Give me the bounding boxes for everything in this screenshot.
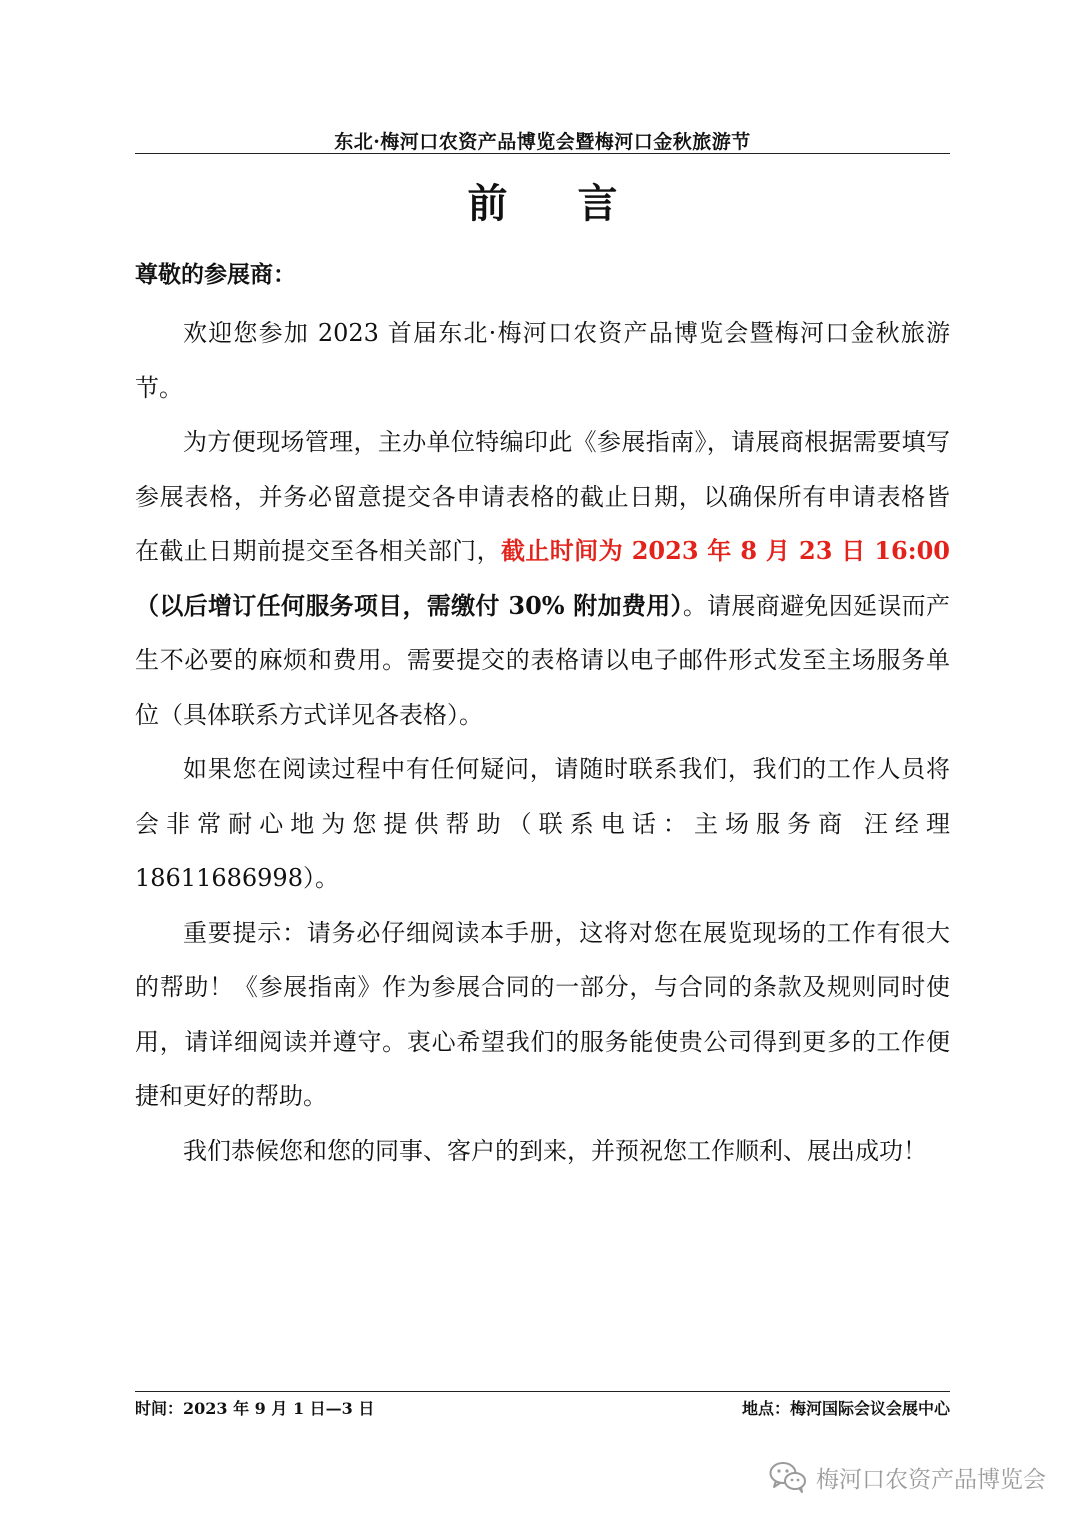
header-title: 东北·梅河口农资产品博览会暨梅河口金秋旅游节 <box>334 131 751 153</box>
paragraph-important: 重要提示：请务必仔细阅读本手册，这将对您在展览现场的工作有很大的帮助！《参展指南》作为参展合同的一部分，与合同的条款及规则同时使用，请详细阅读并遵守。衷心希望我们的服务能使贵公司得到更多的工作便捷和更好的帮助。 <box>135 918 950 1110</box>
watermark <box>768 1460 1046 1494</box>
paragraph-instructions <box>135 415 950 742</box>
paragraph-contact: 如果您在阅读过程中有任何疑问，请随时联系我们，我们的工作人员将会非常耐心地为您提供帮助（联系电话：主场服务商 汪经理 18611686998）。 <box>135 755 950 892</box>
document-body <box>135 306 950 1178</box>
wechat-icon <box>768 1460 808 1494</box>
footer-location: 地点：梅河国际会议会展中心 <box>741 1399 950 1418</box>
footer-divider <box>135 1391 950 1392</box>
paragraph-instructions-text: 为方便现场管理，主办单位特编印此《参展指南》，请展商根据需要填写参展表格，并务必留意提交各申请表格的截止日期，以确保所有申请表格皆在截止日期前提交至各相关部门， <box>135 428 950 565</box>
paragraph-closing: 我们恭候您和您的同事、客户的到来，并预祝您工作顺利、展出成功！ <box>183 1136 927 1165</box>
paragraph-welcome: 欢迎您参加 2023 首届东北·梅河口农资产品博览会暨梅河口金秋旅游节。 <box>135 319 950 402</box>
surcharge-notice: （以后增订任何服务项目，需缴付 30% 附加费用） <box>135 590 683 620</box>
deadline-notice: 截止时间为 2023 年 8 月 23 日 16:00 <box>500 536 950 565</box>
page-title: 前 言 <box>467 180 646 227</box>
footer-time: 时间：2023 年 9 月 1 日—3 日 <box>135 1399 375 1418</box>
watermark-text: 梅河口农资产品博览会 <box>816 1466 1046 1493</box>
paragraph-instructions-rest: 。请展商避免因延误而产生不必要的麻烦和费用。需要提交的表格请以电子邮件形式发至主场服务单位（具体联系方式详见各表格）。 <box>135 591 950 729</box>
header-divider <box>135 153 950 154</box>
salutation: 尊敬的参展商： <box>135 261 296 288</box>
